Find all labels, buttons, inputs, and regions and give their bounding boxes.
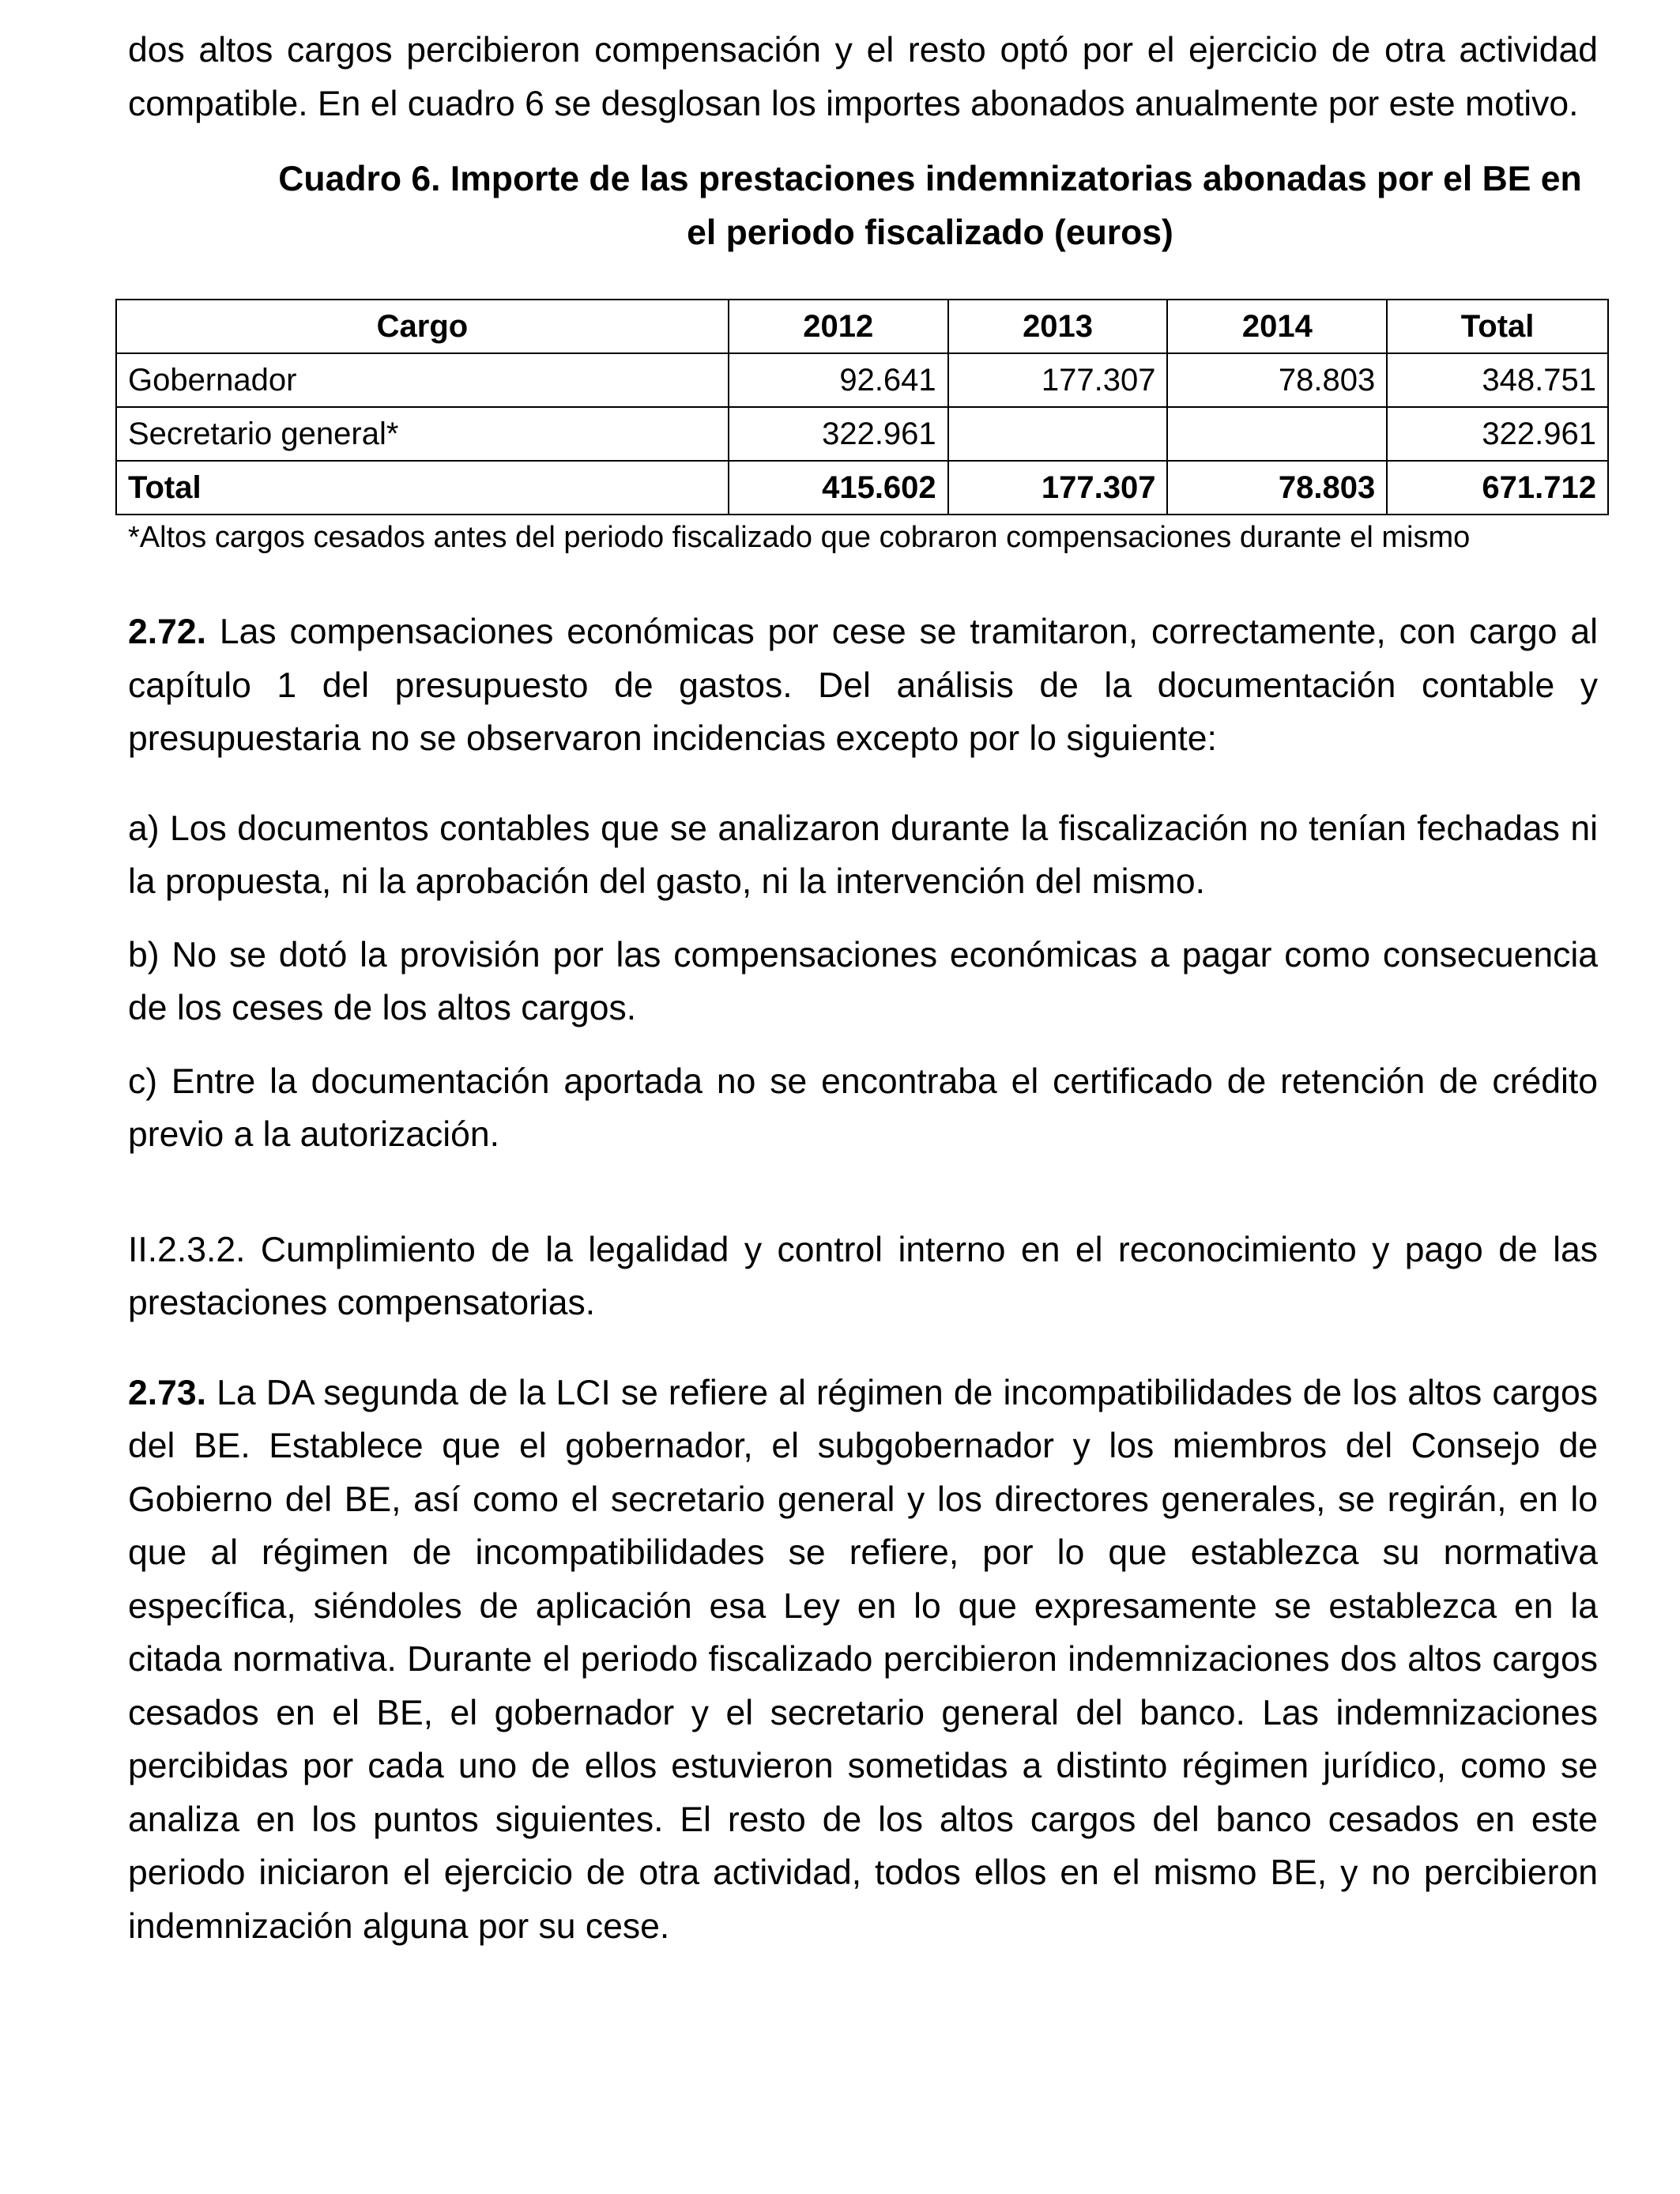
table-caption: Cuadro 6. Importe de las prestaciones indemnizatorias abonadas por el BE en el periodo fiscalizado (euros) (278, 160, 1582, 252)
paragraph-text: Las compensaciones económicas por cese se tramitaron, correctamente, con cargo al capítulo 1 del presupuesto de gastos. Del análisis de la documentación contable y presupuestaria no se observaron incidencias excepto por lo siguiente: (128, 613, 1598, 758)
compensation-table (115, 299, 1609, 515)
cell-cargo: Secretario general* (116, 407, 729, 461)
table-row (116, 407, 1608, 461)
paragraph-2-73 (128, 1367, 1598, 1954)
header-total: Total (1387, 300, 1608, 353)
cell-total: 322.961 (1387, 407, 1608, 461)
cell-cargo: Gobernador (116, 353, 729, 407)
cell-2014: 78.803 (1167, 353, 1387, 407)
header-2014: 2014 (1167, 300, 1387, 353)
cell-2012: 415.602 (729, 461, 948, 515)
document-page (128, 24, 1598, 1953)
cell-2013 (948, 407, 1168, 461)
intro-paragraph: dos altos cargos percibieron compensación y el resto optó por el ejercicio de otra actividad compatible. En el cuadro 6 se desglosan los importes abonados anualmente por este motivo. (128, 31, 1598, 123)
cell-total: 671.712 (1387, 461, 1608, 515)
list-item-c: c) Entre la documentación aportada no se encontraba el certificado de retención de crédito previo a la autorización. (128, 1061, 1598, 1154)
table-total-row (116, 461, 1608, 515)
table-footnote: *Altos cargos cesados antes del periodo fiscalizado que cobraron compensaciones durante el mismo (128, 521, 1471, 554)
header-2013: 2013 (948, 300, 1168, 353)
header-2012: 2012 (729, 300, 948, 353)
list-item-a: a) Los documentos contables que se analizaron durante la fiscalización no tenían fechadas ni la propuesta, ni la aprobación del gasto, ni la intervención del mismo. (128, 809, 1598, 901)
paragraph-2-72 (128, 605, 1598, 766)
paragraph-text: La DA segunda de la LCI se refiere al régimen de incompatibilidades de los altos cargos del BE. Establece que el gobernador, el subgobernador y los miembros del Consejo de Gobierno del BE, así como el secretario general y los directores generales, se regirán, en lo que al régimen de incompatibilidades se refiere, por lo que establezca su normativa específica, siéndoles de aplicación esa Ley en lo que expresamente se establezca en la citada normativa. Durante el periodo fiscalizado percibieron indemnizaciones dos altos cargos cesados en el BE, el gobernador y el secretario general del banco. Las indemnizaciones percibidas por cada uno de ellos estuvieron sometidas a distinto régimen jurídico, como se analiza en los puntos siguientes. El resto de los altos cargos del banco cesados en este periodo iniciaron el ejercicio de otra actividad, todos ellos en el mismo BE, y no percibieron indemnización alguna por su cese. (128, 1373, 1598, 1946)
header-cargo: Cargo (116, 300, 729, 353)
cell-2014: 78.803 (1167, 461, 1387, 515)
table-row (116, 353, 1608, 407)
cell-2013: 177.307 (948, 461, 1168, 515)
cell-cargo: Total (116, 461, 729, 515)
table-header-row (116, 300, 1608, 353)
paragraph-number: 2.72. (128, 613, 206, 651)
list-item-b: b) No se dotó la provisión por las compensaciones económicas a pagar como consecuencia de los ceses de los altos cargos. (128, 935, 1598, 1027)
cell-2013: 177.307 (948, 353, 1168, 407)
cell-2012: 92.641 (729, 353, 948, 407)
paragraph-number: 2.73. (128, 1373, 206, 1412)
cell-2014 (1167, 407, 1387, 461)
section-heading: II.2.3.2. Cumplimiento de la legalidad y control interno en el reconocimiento y pago de las prestaciones compensatorias. (128, 1230, 1598, 1322)
cell-total: 348.751 (1387, 353, 1608, 407)
cell-2012: 322.961 (729, 407, 948, 461)
